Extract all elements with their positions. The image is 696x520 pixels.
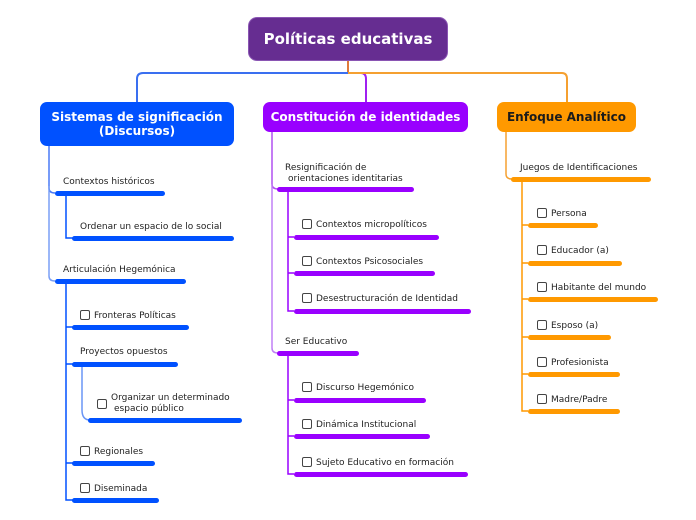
checkbox[interactable] — [80, 446, 90, 456]
topic-label-line1: Sistemas de significación — [51, 110, 223, 124]
subtopic-label: Dinámica Institucional — [316, 420, 417, 430]
subtopic-underline — [55, 279, 186, 284]
subtopic-educador[interactable] — [537, 245, 609, 257]
root-topic-label: Políticas educativas — [263, 30, 433, 48]
subtopic-resignificacion[interactable] — [285, 163, 403, 185]
subtopic-regionales[interactable] — [80, 446, 143, 458]
subtopic-fronteras-politicas[interactable] — [80, 310, 176, 322]
checkbox[interactable] — [80, 310, 90, 320]
subtopic-underline — [528, 261, 622, 266]
subtopic-underline — [277, 351, 359, 356]
subtopic-underline — [72, 236, 234, 241]
subtopic-underline — [528, 372, 620, 377]
subtopic-label-line1: Organizar un determinado — [111, 393, 230, 403]
subtopic-underline — [55, 191, 165, 196]
subtopic-underline — [294, 434, 430, 439]
subtopic-label: Contextos históricos — [63, 177, 155, 187]
subtopic-underline — [528, 409, 620, 414]
root-topic[interactable] — [249, 18, 447, 60]
subtopic-habitante-del-mundo[interactable] — [537, 282, 646, 294]
subtopic-contextos-micropoliticos[interactable] — [302, 219, 427, 231]
subtopic-ser-educativo[interactable] — [285, 337, 347, 348]
checkbox[interactable] — [97, 399, 107, 409]
subtopic-label-line2: orientaciones identitarias — [288, 174, 403, 184]
subtopic-label: Ser Educativo — [285, 337, 348, 347]
subtopic-label-line2: espacio público — [114, 404, 184, 414]
subtopic-underline — [72, 325, 189, 330]
subtopic-esposo[interactable] — [537, 320, 598, 332]
topic-label: Constitución de identidades — [270, 110, 461, 124]
subtopic-underline — [528, 335, 611, 340]
checkbox[interactable] — [302, 219, 312, 229]
subtopic-underline — [72, 362, 178, 367]
subtopic-underline — [511, 177, 651, 182]
subtopic-label-line1: Resignificación de — [285, 163, 367, 173]
subtopic-organizar-espacio-publico[interactable] — [97, 393, 230, 415]
subtopic-desestructuracion[interactable] — [302, 293, 458, 305]
subtopic-label: Educador (a) — [551, 246, 609, 256]
subtopic-label: Regionales — [94, 447, 144, 457]
subtopic-label: Contextos micropolíticos — [316, 220, 427, 230]
subtopic-label: Fronteras Políticas — [94, 311, 176, 321]
subtopic-underline — [294, 398, 426, 403]
subtopic-contextos-psicosociales[interactable] — [302, 256, 423, 268]
subtopic-juegos-de-identificaciones[interactable] — [520, 163, 637, 174]
subtopic-underline — [294, 271, 435, 276]
checkbox[interactable] — [302, 382, 312, 392]
subtopic-articulacion-hegemonica[interactable] — [63, 265, 176, 276]
subtopic-proyectos-opuestos[interactable] — [80, 347, 168, 358]
subtopic-label: Articulación Hegemónica — [63, 265, 176, 275]
subtopic-label: Desestructuración de Identidad — [316, 294, 458, 304]
subtopic-persona[interactable] — [537, 208, 587, 220]
subtopic-label: Profesionista — [551, 358, 609, 368]
subtopic-underline — [72, 498, 159, 503]
subtopic-label: Sujeto Educativo en formación — [316, 458, 454, 468]
subtopic-contextos-historicos[interactable] — [63, 177, 155, 188]
subtopic-label: Proyectos opuestos — [80, 347, 168, 357]
subtopic-label: Persona — [551, 209, 587, 219]
checkbox[interactable] — [80, 483, 90, 493]
topic-sistemas-de-significacion[interactable] — [40, 102, 234, 146]
subtopic-underline — [528, 223, 598, 228]
subtopic-profesionista[interactable] — [537, 357, 609, 369]
checkbox[interactable] — [302, 256, 312, 266]
subtopic-underline — [88, 418, 242, 423]
subtopic-label: Juegos de Identificaciones — [520, 163, 638, 173]
topic-constitucion-de-identidades[interactable] — [263, 102, 468, 132]
subtopic-underline — [294, 309, 471, 314]
subtopic-dinamica-institucional[interactable] — [302, 419, 416, 431]
subtopic-label: Contextos Psicosociales — [316, 257, 424, 267]
checkbox[interactable] — [537, 245, 547, 255]
topic-enfoque-analitico[interactable] — [497, 102, 636, 132]
subtopic-diseminada[interactable] — [80, 483, 147, 495]
topic-label-line2: (Discursos) — [98, 124, 176, 138]
topic-label: Enfoque Analítico — [506, 110, 626, 124]
checkbox[interactable] — [302, 419, 312, 429]
subtopic-underline — [72, 461, 155, 466]
subtopic-label: Esposo (a) — [551, 321, 599, 331]
subtopic-label: Madre/Padre — [551, 395, 608, 405]
subtopic-underline — [294, 472, 468, 477]
subtopic-label: Ordenar un espacio de lo social — [80, 222, 222, 232]
subtopic-ordenar-un-espacio[interactable] — [80, 222, 222, 233]
checkbox[interactable] — [537, 282, 547, 292]
subtopic-sujeto-educativo[interactable] — [302, 457, 454, 469]
subtopic-madre-padre[interactable] — [537, 394, 607, 406]
subtopic-underline — [294, 235, 439, 240]
subtopic-discurso-hegemonico[interactable] — [302, 382, 414, 394]
checkbox[interactable] — [302, 293, 312, 303]
subtopic-label: Habitante del mundo — [551, 283, 647, 293]
subtopic-label: Discurso Hegemónico — [316, 383, 415, 393]
checkbox[interactable] — [537, 320, 547, 330]
checkbox[interactable] — [302, 457, 312, 467]
subtopic-underline — [277, 187, 414, 192]
subtopic-label: Diseminada — [94, 484, 148, 494]
checkbox[interactable] — [537, 357, 547, 367]
subtopic-underline — [528, 297, 658, 302]
checkbox[interactable] — [537, 208, 547, 218]
checkbox[interactable] — [537, 394, 547, 404]
